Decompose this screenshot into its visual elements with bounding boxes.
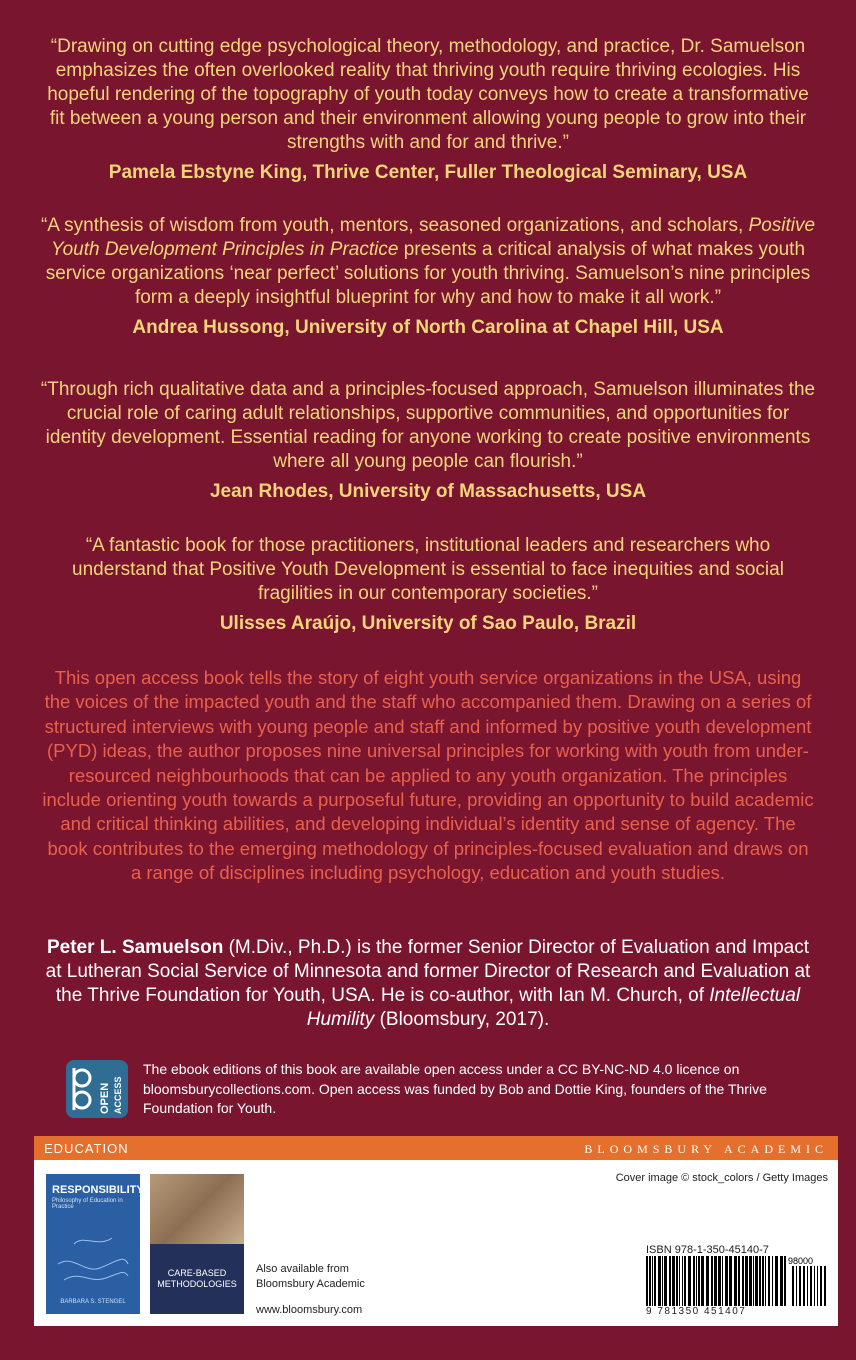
barcode-addon: 98000 [788,1256,814,1266]
related-book-cover-2 [150,1174,244,1314]
barcode-bar [775,1256,778,1306]
quote-2-book-title: Positive Youth Development Principles in Practice [50,215,816,260]
barcode-bar [738,1256,740,1306]
barcode-addon-bar [807,1266,808,1306]
barcode-bar [725,1256,728,1306]
barcode-bar [734,1256,737,1306]
quote-3-text: “Through rich qualitative data and a principles-focused approach, Samuelson illuminates the crucial role of caring adult relationships, supportive communities, and opportunities for identity development. Essential reading for anyone working to create positive environments where all young people can flourish.” [40,379,816,472]
barcode-bar [664,1256,667,1306]
isbn: ISBN 978-1-350-45140-7 [646,1244,769,1256]
barcode-bar [684,1256,686,1306]
quote-1-text: “Drawing on cutting edge psychological theory, methodology, and practice, Dr. Samuelson emphasizes the often overlooked reality that thriving youth require thriving ecologies. His hopeful rendering of the topography of youth today conveys how to create a transformative fit between a young person and their environment allowing young people to grow into their strengths with and for and thrive.” [47,36,809,153]
related-book-1-author: BARBARA S. STENGEL [60,1299,126,1305]
also-available [256,1262,365,1292]
oa-logo-line-2: ACCESS [113,1076,123,1114]
barcode-bar [672,1256,675,1306]
related-book-2-photo [150,1174,244,1244]
barcode-bar [753,1256,754,1306]
barcode-bar [696,1256,697,1306]
quote-4-text: “A fantastic book for those practitioners, institutional leaders and researchers who understand that Positive Youth Development is essential to face inequities and social fragilities in our contemporary societies.” [72,535,784,604]
related-book-1-title: RESPONSIBILITY [52,1184,144,1196]
barcode-addon-bar [814,1266,815,1306]
book-description: This open access book tells the story of eight youth service organizations in the USA, using the voices of the impacted youth and the staff who accompanied them. Drawing on a series of structured interviews with young people and staff and informed by positive youth development (PYD) ideas, the author proposes nine universal principles for working with youth from under-resourced neighbourhoods that can be applied to any youth organization. The principles include orienting youth towards a purposeful future, providing an opportunity to build academic and critical thinking abilities, and developing individual’s identity and sense of agency. The book contributes to the emerging methodology of principles-focused evaluation and draws on a range of disciplines including psychology, education and youth studies. [42,667,814,884]
bloomsbury-open-access-icon [66,1060,128,1118]
author-bio [40,936,816,1032]
publisher-website[interactable]: www.bloomsbury.com [256,1304,363,1316]
bottom-panel [34,1160,838,1326]
barcode-addon-bar [810,1266,812,1306]
barcode-bar [698,1256,700,1306]
category-label: EDUCATION [44,1141,129,1156]
cover-credit: Cover image © stock_colors / Getty Images [615,1172,828,1184]
barcode-bar [762,1256,764,1306]
publisher-label: BLOOMSBURY ACADEMIC [584,1142,828,1156]
related-book-cover-1 [46,1174,144,1314]
barcode-bar [784,1256,786,1306]
barcode-bar [646,1256,648,1306]
author-name: Peter L. Samuelson [46,937,224,958]
barcode-bar [718,1256,721,1306]
barcode-bar [682,1256,683,1306]
barcode-bar [780,1256,783,1306]
quote-4-attribution: Ulisses Araújo, University of Sao Paulo, Brazil [219,613,637,634]
barcode-addon-bar [796,1266,797,1306]
also-available-line-1: Also available from [256,1263,349,1275]
quote-4 [40,534,816,636]
barcode-bar [676,1256,678,1306]
barcode-bar [722,1256,723,1306]
author-prior-book: Intellectual Humility [306,985,801,1030]
barcode-bar [772,1256,773,1306]
barcode-bar [688,1256,691,1306]
oa-logo-line-1: OPEN [99,1082,111,1114]
quote-1 [40,35,816,185]
related-book-1-subtitle: Philosophy of Education in Practice [52,1198,123,1210]
barcode-bar [759,1256,761,1306]
quote-2-attribution: Andrea Hussong, University of North Carolina at Chapel Hill, USA [132,317,724,338]
barcode-bar [729,1256,732,1306]
barcode-bar [765,1256,766,1306]
barcode-addon-bar [799,1266,801,1306]
barcode-addon-bar [803,1266,805,1306]
barcode-bar [749,1256,752,1306]
barcode-bar [658,1256,661,1306]
related-book-2-title: CARE-BASED METHODOLOGIES [157,1268,237,1289]
barcode-addon-bar [820,1266,822,1306]
author-bio-text-1: (M.Div., Ph.D.) is the former Senior Director of Evaluation and Impact at Lutheran Social Service of Minnesota and former Director of Research and Evaluation at the Thrive Foundation for Youth, USA. He is co-author, with Ian M. Church, of [45,937,811,1006]
quote-1-attribution: Pamela Ebstyne King, Thrive Center, Fuller Theological Seminary, USA [108,162,748,183]
quote-2-text-after: presents a critical analysis of what makes youth service organizations ‘near perfect’ solutions for youth thriving. Samuelson’s nine principles form a deeply insightful blueprint for why and how to make it all work.” [45,239,811,308]
barcode-bar [768,1256,770,1306]
barcode-bar [652,1256,653,1306]
quote-3 [40,378,816,504]
barcode-bar [693,1256,695,1306]
barcode-bar [649,1256,651,1306]
barcode-bar [669,1256,671,1306]
author-bio-text-2: (Bloomsbury, 2017). [374,1009,550,1030]
quote-3-attribution: Jean Rhodes, University of Massachusetts, USA [209,481,647,502]
barcode-addon-bar [817,1266,818,1306]
open-access-logo [66,1060,128,1118]
barcode-bar [701,1256,704,1306]
barcode-addon-bar [824,1266,826,1306]
category-bar [34,1136,838,1160]
barcode-bar [714,1256,717,1306]
barcode-bar [662,1256,663,1306]
barcode-bar [745,1256,748,1306]
barcode-bar [755,1256,758,1306]
also-available-line-2: Bloomsbury Academic [256,1278,365,1290]
barcode-bar [679,1256,680,1306]
barcode-bar [711,1256,713,1306]
quote-2 [40,214,816,340]
open-access-notice: The ebook editions of this book are available open access under a CC BY-NC-ND 4.0 licence on bloomsburycollections.com. Open access was funded by Bob and Dottie King, founders of the Thrive Foundation for Youth. [143,1061,767,1116]
barcode-addon-bar [792,1266,794,1306]
barcode-bar [706,1256,709,1306]
hands-illustration-icon [54,1224,132,1290]
quote-2-text-before: “A synthesis of wisdom from youth, mentors, seasoned organizations, and scholars, [40,215,749,236]
barcode-number: 9 781350 451407 [646,1306,747,1317]
barcode-bar [742,1256,744,1306]
barcode-bar [654,1256,656,1306]
